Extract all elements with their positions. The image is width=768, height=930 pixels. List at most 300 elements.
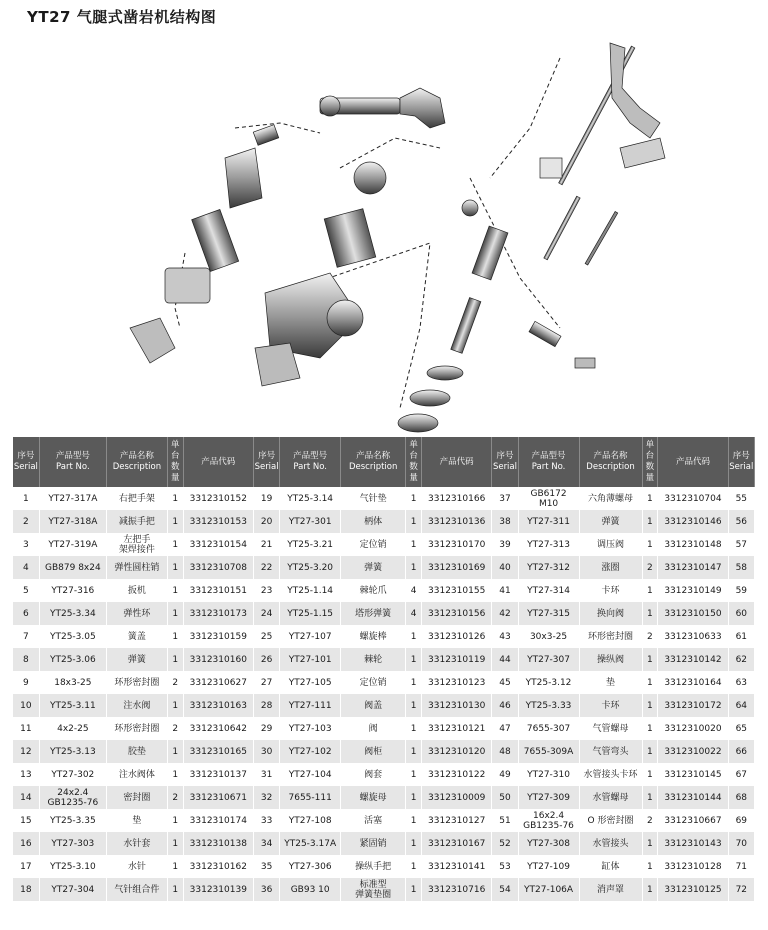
- table-cell: 3312310149: [658, 579, 728, 602]
- table-cell: 弹簧: [579, 510, 642, 533]
- table-cell: YT25-1.15: [280, 602, 341, 625]
- table-cell: 3312310159: [183, 625, 253, 648]
- table-cell: 1: [642, 648, 658, 671]
- table-cell: 3312310667: [658, 809, 728, 832]
- table-cell: YT27-317A: [39, 487, 106, 510]
- table-cell: 3312310123: [421, 671, 491, 694]
- table-cell: YT27-108: [280, 809, 341, 832]
- table-cell: 31: [253, 763, 279, 786]
- table-cell: 水针: [106, 855, 167, 878]
- table-cell: 19: [253, 487, 279, 510]
- table-row: [13, 533, 755, 556]
- table-cell: 10: [13, 694, 39, 717]
- table-row: [13, 648, 755, 671]
- table-cell: YT25-3.06: [39, 648, 106, 671]
- table-cell: 16: [13, 832, 39, 855]
- table-cell: 18: [13, 878, 39, 901]
- table-cell: 气管螺母: [579, 717, 642, 740]
- table-cell: 14: [13, 786, 39, 809]
- table-cell: 1: [167, 602, 183, 625]
- table-cell: 7655-111: [280, 786, 341, 809]
- table-cell: 弹性圆柱销: [106, 556, 167, 579]
- table-cell: 28: [253, 694, 279, 717]
- table-cell: YT25-3.35: [39, 809, 106, 832]
- table-cell: 27: [253, 671, 279, 694]
- table-cell: 2: [642, 625, 658, 648]
- table-cell: 环形密封圈: [579, 625, 642, 648]
- column-header: 序号 Serial: [13, 437, 39, 487]
- ring-stack: [398, 200, 508, 432]
- table-cell: 3312310141: [421, 855, 491, 878]
- table-cell: 棘轮爪: [341, 579, 406, 602]
- table-cell: 1: [406, 648, 422, 671]
- table-cell: 47: [492, 717, 518, 740]
- column-header: 产品型号 Part No.: [39, 437, 106, 487]
- table-cell: 4: [13, 556, 39, 579]
- table-header-row: [13, 437, 755, 487]
- table-cell: 7655-307: [518, 717, 579, 740]
- table-cell: 紧固销: [341, 832, 406, 855]
- table-cell: 13: [13, 763, 39, 786]
- exploded-assembly-diagram: [0, 28, 768, 434]
- column-header: 产品代码: [658, 437, 728, 487]
- column-header: 序号 Serial: [253, 437, 279, 487]
- table-cell: 弹簧: [106, 648, 167, 671]
- table-cell: 1: [642, 671, 658, 694]
- table-cell: 59: [728, 579, 754, 602]
- table-cell: YT27-102: [280, 740, 341, 763]
- table-cell: 1: [167, 740, 183, 763]
- table-cell: 38: [492, 510, 518, 533]
- table-cell: 41: [492, 579, 518, 602]
- table-row: [13, 717, 755, 740]
- table-cell: 66: [728, 740, 754, 763]
- table-cell: 3312310154: [183, 533, 253, 556]
- table-row: [13, 671, 755, 694]
- table-cell: YT27-314: [518, 579, 579, 602]
- table-cell: 水管接头: [579, 832, 642, 855]
- column-header: 产品型号 Part No.: [518, 437, 579, 487]
- table-cell: 1: [406, 740, 422, 763]
- table-cell: YT27-302: [39, 763, 106, 786]
- table-cell: 3312310144: [658, 786, 728, 809]
- table-cell: 1: [167, 487, 183, 510]
- table-cell: 65: [728, 717, 754, 740]
- table-cell: 标准型 弹簧垫圈: [341, 878, 406, 901]
- table-cell: 17: [13, 855, 39, 878]
- table-cell: 3312310152: [183, 487, 253, 510]
- table-row: [13, 602, 755, 625]
- table-cell: 阀盖: [341, 694, 406, 717]
- table-cell: 61: [728, 625, 754, 648]
- table-cell: 2: [167, 786, 183, 809]
- table-row: [13, 510, 755, 533]
- table-cell: 1: [642, 487, 658, 510]
- table-cell: 1: [406, 487, 422, 510]
- table-cell: O 形密封圈: [579, 809, 642, 832]
- table-cell: 34: [253, 832, 279, 855]
- table-row: [13, 625, 755, 648]
- table-cell: 3312310126: [421, 625, 491, 648]
- table-cell: 12: [13, 740, 39, 763]
- table-cell: 气管弯头: [579, 740, 642, 763]
- table-cell: 3312310119: [421, 648, 491, 671]
- table-cell: 3312310627: [183, 671, 253, 694]
- table-cell: 37: [492, 487, 518, 510]
- table-cell: 3312310164: [658, 671, 728, 694]
- table-cell: 70: [728, 832, 754, 855]
- table-cell: 26: [253, 648, 279, 671]
- table-row: [13, 556, 755, 579]
- table-cell: 定位销: [341, 671, 406, 694]
- table-cell: 3312310162: [183, 855, 253, 878]
- table-row: [13, 878, 755, 901]
- table-cell: 3312310633: [658, 625, 728, 648]
- table-cell: 缸体: [579, 855, 642, 878]
- table-cell: YT25-3.14: [280, 487, 341, 510]
- table-cell: 柄体: [341, 510, 406, 533]
- table-cell: YT27-311: [518, 510, 579, 533]
- table-cell: 胶垫: [106, 740, 167, 763]
- table-row: [13, 694, 755, 717]
- table-cell: 18x3-25: [39, 671, 106, 694]
- column-header: 序号 Serial: [492, 437, 518, 487]
- page-title: YT27 气腿式凿岩机结构图: [27, 8, 217, 26]
- table-cell: 3312310173: [183, 602, 253, 625]
- table-cell: 6: [13, 602, 39, 625]
- table-cell: 2: [642, 556, 658, 579]
- table-cell: 20: [253, 510, 279, 533]
- table-cell: 63: [728, 671, 754, 694]
- table-cell: 71: [728, 855, 754, 878]
- table-cell: 1: [642, 878, 658, 901]
- table-cell: YT25-3.21: [280, 533, 341, 556]
- table-cell: 39: [492, 533, 518, 556]
- table-cell: 螺旋母: [341, 786, 406, 809]
- table-cell: YT25-3.34: [39, 602, 106, 625]
- table-cell: YT27-105: [280, 671, 341, 694]
- table-cell: 58: [728, 556, 754, 579]
- table-cell: 垫: [579, 671, 642, 694]
- table-cell: 塔形弹簧: [341, 602, 406, 625]
- table-cell: 11: [13, 717, 39, 740]
- table-cell: 1: [406, 510, 422, 533]
- table-cell: 3312310143: [658, 832, 728, 855]
- table-cell: 3312310150: [658, 602, 728, 625]
- table-cell: 1: [642, 763, 658, 786]
- column-header: 产品代码: [183, 437, 253, 487]
- table-cell: 3312310151: [183, 579, 253, 602]
- table-cell: 1: [167, 648, 183, 671]
- table-cell: 3312310642: [183, 717, 253, 740]
- table-cell: 3312310166: [421, 487, 491, 510]
- table-cell: 1: [167, 763, 183, 786]
- table-cell: 3312310142: [658, 648, 728, 671]
- table-cell: 3312310130: [421, 694, 491, 717]
- table-cell: 3312310125: [658, 878, 728, 901]
- table-cell: YT25-3.05: [39, 625, 106, 648]
- table-cell: 活塞: [341, 809, 406, 832]
- table-row: [13, 763, 755, 786]
- table-cell: 1: [642, 786, 658, 809]
- table-cell: 1: [167, 832, 183, 855]
- table-cell: 3312310172: [658, 694, 728, 717]
- table-cell: 40: [492, 556, 518, 579]
- table-cell: 3312310022: [658, 740, 728, 763]
- table-cell: 1: [642, 855, 658, 878]
- table-cell: 密封圈: [106, 786, 167, 809]
- column-header: 产品名称 Description: [579, 437, 642, 487]
- table-row: [13, 855, 755, 878]
- table-cell: 43: [492, 625, 518, 648]
- table-cell: 5: [13, 579, 39, 602]
- table-cell: YT27-310: [518, 763, 579, 786]
- table-cell: 2: [167, 717, 183, 740]
- table-cell: 72: [728, 878, 754, 901]
- table-cell: YT27-315: [518, 602, 579, 625]
- table-cell: 24x2.4 GB1235-76: [39, 786, 106, 809]
- table-cell: 23: [253, 579, 279, 602]
- table-cell: YT27-318A: [39, 510, 106, 533]
- table-cell: 注水阀: [106, 694, 167, 717]
- cylinder-assembly: [255, 162, 386, 386]
- table-cell: 46: [492, 694, 518, 717]
- table-cell: 垫: [106, 809, 167, 832]
- table-cell: YT27-319A: [39, 533, 106, 556]
- table-cell: 操纵阀: [579, 648, 642, 671]
- table-cell: 1: [167, 510, 183, 533]
- table-cell: 3312310160: [183, 648, 253, 671]
- table-cell: 环形密封圈: [106, 717, 167, 740]
- table-cell: YT25-3.33: [518, 694, 579, 717]
- table-cell: GB6172 M10: [518, 487, 579, 510]
- table-cell: YT27-101: [280, 648, 341, 671]
- table-cell: 3312310020: [658, 717, 728, 740]
- table-cell: 1: [642, 832, 658, 855]
- table-cell: 3312310121: [421, 717, 491, 740]
- table-cell: 3: [13, 533, 39, 556]
- table-cell: YT27-306: [280, 855, 341, 878]
- table-cell: 右把手架: [106, 487, 167, 510]
- table-cell: 1: [167, 694, 183, 717]
- column-header: 产品名称 Description: [106, 437, 167, 487]
- table-cell: 3312310120: [421, 740, 491, 763]
- table-cell: 卡环: [579, 694, 642, 717]
- handle-assembly: [540, 43, 665, 178]
- table-cell: 阀柜: [341, 740, 406, 763]
- table-cell: 44: [492, 648, 518, 671]
- table-cell: 1: [406, 717, 422, 740]
- table-cell: 3312310174: [183, 809, 253, 832]
- table-cell: 1: [406, 556, 422, 579]
- column-header: 单 台 数 量: [167, 437, 183, 487]
- table-cell: 3312310153: [183, 510, 253, 533]
- table-cell: 1: [406, 809, 422, 832]
- table-cell: YT27-304: [39, 878, 106, 901]
- table-cell: 1: [13, 487, 39, 510]
- table-cell: GB879 8x24: [39, 556, 106, 579]
- table-cell: 9: [13, 671, 39, 694]
- table-cell: YT25-3.20: [280, 556, 341, 579]
- column-header: 产品代码: [421, 437, 491, 487]
- table-cell: 1: [406, 878, 422, 901]
- table-cell: YT27-316: [39, 579, 106, 602]
- table-cell: 3312310128: [658, 855, 728, 878]
- column-header: 产品名称 Description: [341, 437, 406, 487]
- table-cell: 50: [492, 786, 518, 809]
- table-cell: 1: [642, 579, 658, 602]
- table-cell: YT27-104: [280, 763, 341, 786]
- table-cell: 16x2.4 GB1235-76: [518, 809, 579, 832]
- table-cell: 水管螺母: [579, 786, 642, 809]
- table-row: [13, 786, 755, 809]
- table-cell: 35: [253, 855, 279, 878]
- table-cell: 51: [492, 809, 518, 832]
- table-cell: 1: [167, 579, 183, 602]
- table-cell: 3312310155: [421, 579, 491, 602]
- table-cell: 4x2-25: [39, 717, 106, 740]
- table-cell: 36: [253, 878, 279, 901]
- table-cell: YT27-301: [280, 510, 341, 533]
- table-cell: YT27-106A: [518, 878, 579, 901]
- water-valve-assembly: [130, 125, 279, 363]
- table-cell: 4: [406, 602, 422, 625]
- table-cell: 64: [728, 694, 754, 717]
- table-cell: 3312310671: [183, 786, 253, 809]
- table-cell: 1: [642, 694, 658, 717]
- table-cell: 环形密封圈: [106, 671, 167, 694]
- table-cell: 32: [253, 786, 279, 809]
- table-cell: 55: [728, 487, 754, 510]
- table-cell: 簧盖: [106, 625, 167, 648]
- table-cell: YT27-109: [518, 855, 579, 878]
- table-cell: YT27-313: [518, 533, 579, 556]
- table-cell: 操纵手把: [341, 855, 406, 878]
- table-cell: YT25-3.17A: [280, 832, 341, 855]
- table-cell: 4: [406, 579, 422, 602]
- table-cell: 49: [492, 763, 518, 786]
- table-cell: 48: [492, 740, 518, 763]
- table-cell: YT25-3.13: [39, 740, 106, 763]
- table-cell: 定位销: [341, 533, 406, 556]
- table-cell: 68: [728, 786, 754, 809]
- table-cell: YT27-308: [518, 832, 579, 855]
- table-cell: 1: [642, 602, 658, 625]
- table-cell: 3312310145: [658, 763, 728, 786]
- table-cell: 24: [253, 602, 279, 625]
- table-cell: 1: [406, 671, 422, 694]
- table-cell: YT25-3.12: [518, 671, 579, 694]
- table-cell: 棘轮: [341, 648, 406, 671]
- table-cell: 3312310122: [421, 763, 491, 786]
- table-cell: 2: [13, 510, 39, 533]
- table-cell: 3312310139: [183, 878, 253, 901]
- table-cell: 1: [167, 855, 183, 878]
- table-cell: 调压阀: [579, 533, 642, 556]
- table-row: [13, 740, 755, 763]
- table-cell: 1: [406, 763, 422, 786]
- table-cell: 62: [728, 648, 754, 671]
- table-cell: 1: [167, 533, 183, 556]
- table-cell: 换向阀: [579, 602, 642, 625]
- table-cell: 33: [253, 809, 279, 832]
- table-cell: 1: [167, 556, 183, 579]
- table-cell: 左把手 架焊接件: [106, 533, 167, 556]
- table-cell: 气针组合件: [106, 878, 167, 901]
- table-cell: 2: [167, 671, 183, 694]
- table-cell: 53: [492, 855, 518, 878]
- table-cell: 7655-309A: [518, 740, 579, 763]
- table-cell: 25: [253, 625, 279, 648]
- table-row: [13, 579, 755, 602]
- table-cell: 3312310716: [421, 878, 491, 901]
- table-cell: YT25-3.10: [39, 855, 106, 878]
- parts-table: [13, 437, 755, 901]
- table-cell: 弹性环: [106, 602, 167, 625]
- table-cell: YT27-309: [518, 786, 579, 809]
- table-cell: 3312310009: [421, 786, 491, 809]
- table-cell: YT27-103: [280, 717, 341, 740]
- table-cell: 52: [492, 832, 518, 855]
- table-cell: 注水阀体: [106, 763, 167, 786]
- table-cell: 29: [253, 717, 279, 740]
- table-cell: 消声罩: [579, 878, 642, 901]
- table-cell: 涨圈: [579, 556, 642, 579]
- table-cell: 3312310165: [183, 740, 253, 763]
- table-cell: YT27-303: [39, 832, 106, 855]
- table-cell: 1: [642, 510, 658, 533]
- table-cell: 扳机: [106, 579, 167, 602]
- table-cell: 57: [728, 533, 754, 556]
- table-cell: 水管接头卡环: [579, 763, 642, 786]
- column-header: 单 台 数 量: [642, 437, 658, 487]
- table-row: [13, 809, 755, 832]
- table-cell: 3312310136: [421, 510, 491, 533]
- table-cell: YT25-1.14: [280, 579, 341, 602]
- table-cell: 3312310138: [183, 832, 253, 855]
- table-cell: 1: [642, 740, 658, 763]
- table-cell: 1: [406, 533, 422, 556]
- table-cell: 3312310148: [658, 533, 728, 556]
- table-cell: 2: [642, 809, 658, 832]
- table-cell: 六角薄螺母: [579, 487, 642, 510]
- table-cell: 1: [406, 625, 422, 648]
- table-cell: 1: [167, 625, 183, 648]
- table-cell: 69: [728, 809, 754, 832]
- column-header: 产品型号 Part No.: [280, 437, 341, 487]
- table-cell: 22: [253, 556, 279, 579]
- table-cell: 21: [253, 533, 279, 556]
- column-header: 序号 Serial: [728, 437, 754, 487]
- table-cell: 3312310704: [658, 487, 728, 510]
- column-header: 单 台 数 量: [406, 437, 422, 487]
- table-cell: 3312310708: [183, 556, 253, 579]
- table-cell: 卡环: [579, 579, 642, 602]
- table-cell: 3312310170: [421, 533, 491, 556]
- table-cell: 螺旋棒: [341, 625, 406, 648]
- table-cell: YT27-312: [518, 556, 579, 579]
- table-cell: 1: [406, 694, 422, 717]
- table-cell: 30x3-25: [518, 625, 579, 648]
- table-cell: 阀套: [341, 763, 406, 786]
- table-cell: 1: [167, 878, 183, 901]
- table-cell: 30: [253, 740, 279, 763]
- table-cell: 42: [492, 602, 518, 625]
- control-valve-parts: [529, 212, 618, 368]
- table-cell: 3312310146: [658, 510, 728, 533]
- table-cell: YT25-3.11: [39, 694, 106, 717]
- table-cell: 减振手把: [106, 510, 167, 533]
